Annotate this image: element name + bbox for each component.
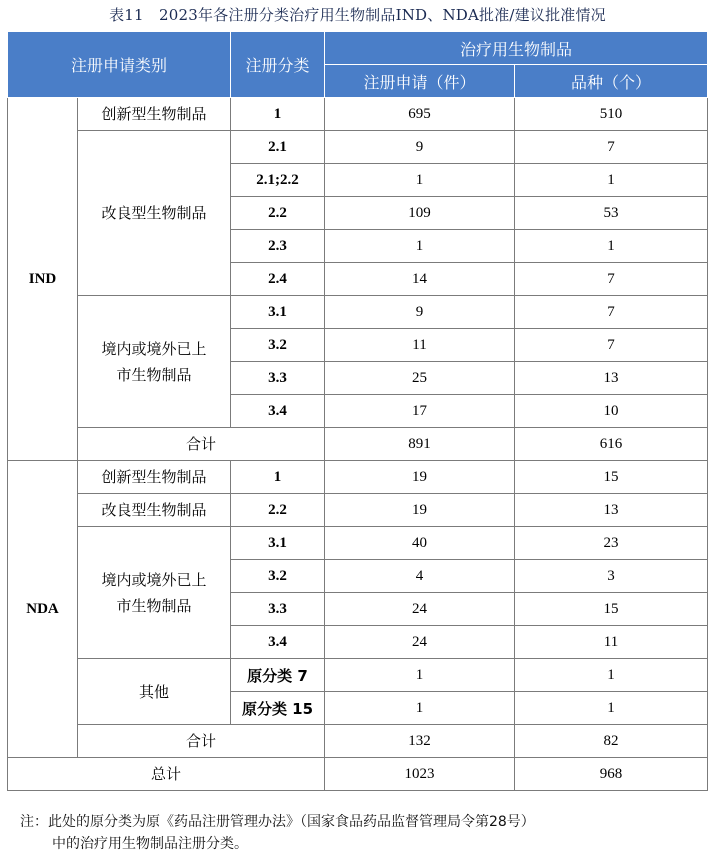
varieties-cell: 1 (515, 164, 708, 197)
varieties-cell: 7 (515, 263, 708, 296)
footnote-line: 中的治疗用生物制品注册分类。 (52, 836, 248, 852)
class-cell: 3.1 (231, 296, 325, 329)
class-cell: 3.3 (231, 362, 325, 395)
table-row (8, 494, 708, 527)
apps-cell: 1 (325, 164, 515, 197)
class-cell: 原分类 15 (231, 692, 325, 725)
apps-cell: 9 (325, 131, 515, 164)
table-row (8, 428, 708, 461)
apps-cell: 24 (325, 593, 515, 626)
nda-improved-label: 改良型生物制品 (78, 494, 231, 527)
apps-cell: 14 (325, 263, 515, 296)
apps-cell: 1 (325, 230, 515, 263)
class-cell: 2.1;2.2 (231, 164, 325, 197)
table-row (8, 725, 708, 758)
header-registration-class: 注册分类 (231, 32, 325, 98)
varieties-cell: 10 (515, 395, 708, 428)
class-cell: 3.4 (231, 395, 325, 428)
class-cell: 3.3 (231, 593, 325, 626)
varieties-cell: 82 (515, 725, 708, 758)
class-cell: 2.2 (231, 494, 325, 527)
table-row (8, 659, 708, 692)
class-cell: 2.4 (231, 263, 325, 296)
ind-label: IND (8, 98, 78, 461)
class-cell: 3.4 (231, 626, 325, 659)
table-row (8, 461, 708, 494)
apps-cell: 17 (325, 395, 515, 428)
apps-cell: 25 (325, 362, 515, 395)
class-cell: 原分类 7 (231, 659, 325, 692)
apps-cell: 109 (325, 197, 515, 230)
apps-cell: 1023 (325, 758, 515, 791)
class-cell: 3.2 (231, 560, 325, 593)
class-cell: 1 (231, 98, 325, 131)
ind-marketed-label (78, 296, 231, 428)
label-line: 市生物制品 (116, 365, 192, 384)
varieties-cell: 3 (515, 560, 708, 593)
apps-cell: 19 (325, 494, 515, 527)
class-cell: 3.2 (231, 329, 325, 362)
label-line: 境内或境外已上 (101, 570, 207, 589)
apps-cell: 891 (325, 428, 515, 461)
class-cell: 2.2 (231, 197, 325, 230)
varieties-cell: 23 (515, 527, 708, 560)
apps-cell: 1 (325, 659, 515, 692)
ind-subtotal-label: 合计 (78, 428, 325, 461)
table-row (8, 98, 708, 131)
table-row (8, 296, 708, 329)
nda-innovative-label: 创新型生物制品 (78, 461, 231, 494)
varieties-cell: 15 (515, 593, 708, 626)
varieties-cell: 53 (515, 197, 708, 230)
approval-table (7, 31, 708, 791)
varieties-cell: 7 (515, 131, 708, 164)
class-cell: 2.1 (231, 131, 325, 164)
varieties-cell: 510 (515, 98, 708, 131)
table-title: 表11 2023年各注册分类治疗用生物制品IND、NDA批准/建议批准情况 (109, 6, 606, 24)
apps-cell: 4 (325, 560, 515, 593)
apps-cell: 40 (325, 527, 515, 560)
table-row (8, 758, 708, 791)
header-group-therapeutic-biologics: 治疗用生物制品 (325, 32, 708, 65)
footnote-line: 注：此处的原分类为原《药品注册管理办法》（国家食品药品监督管理局令第28号） (20, 814, 535, 830)
ind-improved-label: 改良型生物制品 (78, 131, 231, 296)
apps-cell: 24 (325, 626, 515, 659)
nda-marketed-label (78, 527, 231, 659)
apps-cell: 11 (325, 329, 515, 362)
label-line: 市生物制品 (116, 596, 192, 615)
ind-innovative-label: 创新型生物制品 (78, 98, 231, 131)
varieties-cell: 11 (515, 626, 708, 659)
varieties-cell: 616 (515, 428, 708, 461)
header-varieties: 品种（个） (515, 65, 708, 98)
varieties-cell: 968 (515, 758, 708, 791)
varieties-cell: 15 (515, 461, 708, 494)
header-applications: 注册申请（件） (325, 65, 515, 98)
header-application-category: 注册申请类别 (8, 32, 231, 98)
apps-cell: 132 (325, 725, 515, 758)
varieties-cell: 1 (515, 230, 708, 263)
label-line: 境内或境外已上 (101, 339, 207, 358)
footnote (20, 811, 710, 855)
varieties-cell: 13 (515, 494, 708, 527)
grand-total-label: 总计 (8, 758, 325, 791)
apps-cell: 19 (325, 461, 515, 494)
apps-cell: 9 (325, 296, 515, 329)
apps-cell: 1 (325, 692, 515, 725)
apps-cell: 695 (325, 98, 515, 131)
class-cell: 3.1 (231, 527, 325, 560)
varieties-cell: 1 (515, 692, 708, 725)
class-cell: 1 (231, 461, 325, 494)
varieties-cell: 1 (515, 659, 708, 692)
nda-other-label: 其他 (78, 659, 231, 725)
table-row (8, 131, 708, 164)
varieties-cell: 13 (515, 362, 708, 395)
nda-subtotal-label: 合计 (78, 725, 325, 758)
varieties-cell: 7 (515, 296, 708, 329)
nda-label: NDA (8, 461, 78, 758)
varieties-cell: 7 (515, 329, 708, 362)
table-row (8, 527, 708, 560)
class-cell: 2.3 (231, 230, 325, 263)
